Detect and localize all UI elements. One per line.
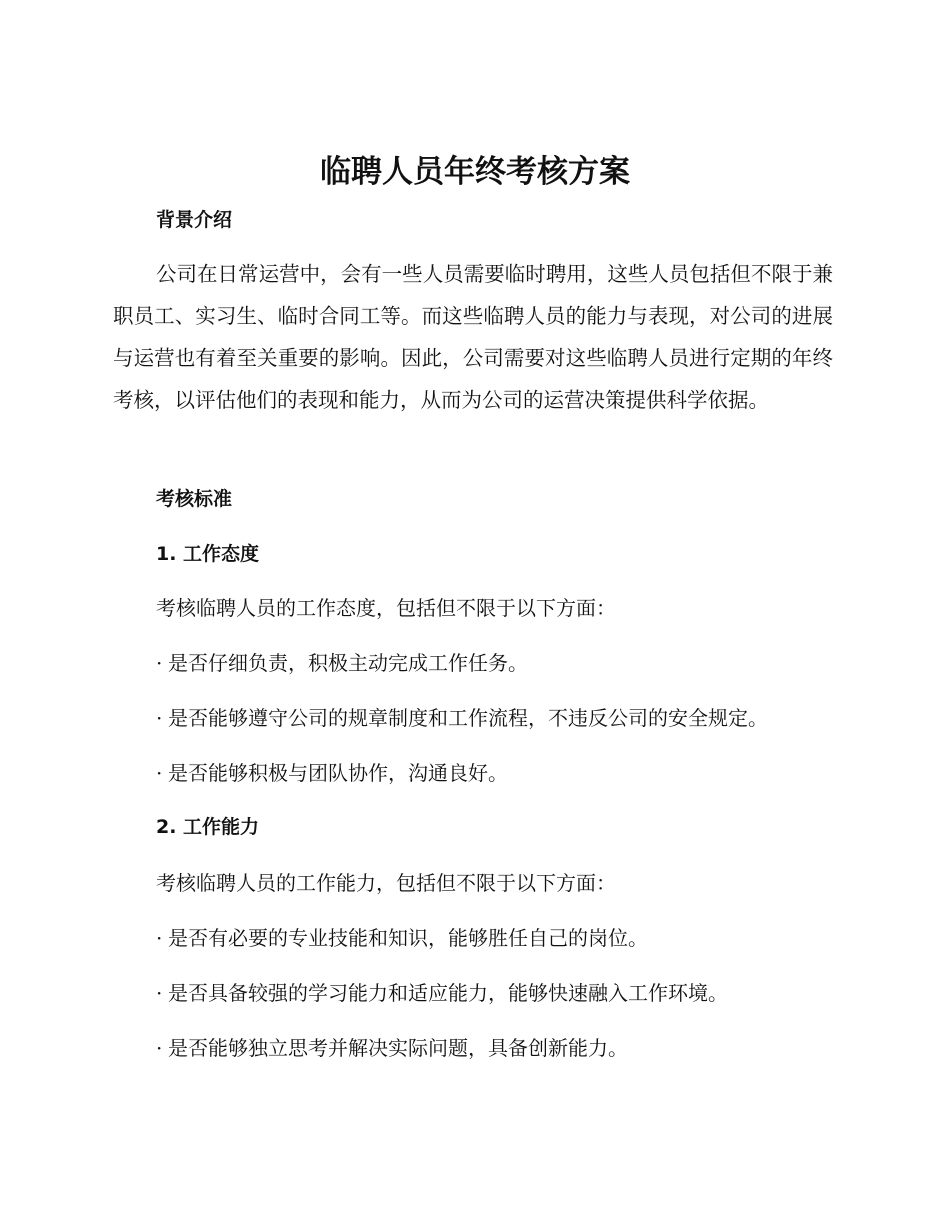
bullet-marker: · bbox=[156, 651, 163, 675]
background-paragraph: 公司在日常运营中，会有一些人员需要临时聘用，这些人员包括但不限于兼职员工、实习生、临时合同工等。而这些临聘人员的能力与表现，对公司的进展与运营也有着至关重要的影响。因此，公司需要对这些临聘人员进行定期的年终考核，以评估他们的表现和能力，从而为公司的运营决策提供科学依据。 bbox=[113, 262, 833, 412]
list-item bbox=[156, 1033, 628, 1063]
bullet-marker: · bbox=[156, 706, 163, 730]
bullet-marker: · bbox=[156, 761, 163, 785]
list-item bbox=[156, 758, 508, 788]
criteria-heading-ability: 2. 工作能力 bbox=[156, 816, 260, 838]
criteria-intro-ability: 考核临聘人员的工作能力，包括但不限于以下方面： bbox=[156, 871, 616, 895]
list-item-text: 是否能够遵守公司的规章制度和工作流程，不违反公司的安全规定。 bbox=[168, 706, 768, 730]
list-item bbox=[156, 978, 728, 1008]
section-heading-criteria: 考核标准 bbox=[156, 488, 233, 510]
bullet-marker: · bbox=[156, 981, 163, 1005]
criteria-intro-attitude: 考核临聘人员的工作态度，包括但不限于以下方面： bbox=[156, 596, 616, 620]
list-item-text: 是否仔细负责，积极主动完成工作任务。 bbox=[168, 651, 528, 675]
bullet-marker: · bbox=[156, 1036, 163, 1060]
list-item-text: 是否能够独立思考并解决实际问题，具备创新能力。 bbox=[168, 1036, 628, 1060]
bullet-marker: · bbox=[156, 926, 163, 950]
list-item bbox=[156, 648, 528, 678]
list-item bbox=[156, 923, 648, 953]
list-item-text: 是否有必要的专业技能和知识，能够胜任自己的岗位。 bbox=[168, 926, 648, 950]
document-title: 临聘人员年终考核方案 bbox=[320, 154, 630, 190]
list-item-text: 是否具备较强的学习能力和适应能力，能够快速融入工作环境。 bbox=[168, 981, 728, 1005]
section-heading-background: 背景介绍 bbox=[156, 209, 233, 231]
list-item-text: 是否能够积极与团队协作，沟通良好。 bbox=[168, 761, 508, 785]
criteria-heading-attitude: 1. 工作态度 bbox=[156, 543, 260, 565]
list-item bbox=[156, 703, 768, 733]
